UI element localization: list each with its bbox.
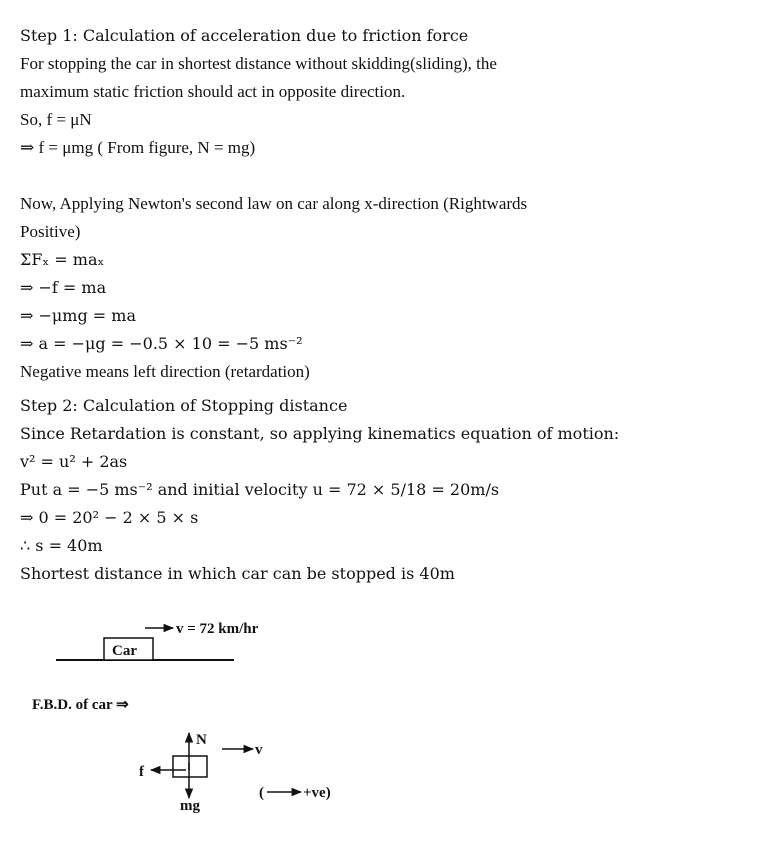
fbd-velocity-label: v xyxy=(255,742,263,758)
step1-paragraph-line1: For stopping the car in shortest distance without skidding(sliding), the xyxy=(20,54,497,73)
newton-law-line2: Positive) xyxy=(20,222,81,241)
stopping-distance-result: ∴ s = 40m xyxy=(20,536,103,555)
force-equation-2: ⇒ −μmg = ma xyxy=(20,306,136,325)
conclusion: Shortest distance in which car can be stopped is 40m xyxy=(20,564,455,583)
fbd-title: F.B.D. of car ⇒ xyxy=(32,697,129,713)
retardation-note: Negative means left direction (retardation) xyxy=(20,362,310,381)
friction-mg-equation: ⇒ f = μmg ( From figure, N = mg) xyxy=(20,138,256,157)
acceleration-equation: ⇒ a = −μg = −0.5 × 10 = −5 ms⁻² xyxy=(20,334,303,353)
step1-paragraph-line2: maximum static friction should act in opposite direction. xyxy=(20,82,406,101)
velocity-label: v = 72 km/hr xyxy=(176,621,259,637)
positive-open-paren: ( xyxy=(259,785,264,801)
fbd-car-box xyxy=(173,756,207,777)
newton-law-line1: Now, Applying Newton's second law on car along x-direction (Rightwards xyxy=(20,194,528,213)
positive-direction-label: +ve) xyxy=(303,785,331,801)
kinematics-equation: v² = u² + 2as xyxy=(20,452,128,471)
friction-label: f xyxy=(139,764,144,780)
step2-paragraph: Since Retardation is constant, so applying kinematics equation of motion: xyxy=(20,424,620,443)
substitution-line: Put a = −5 ms⁻² and initial velocity u = 72 × 5/18 = 20m/s xyxy=(20,480,500,499)
substituted-equation: ⇒ 0 = 20² − 2 × 5 × s xyxy=(20,508,199,527)
weight-label: mg xyxy=(180,798,200,814)
force-equation-1: ⇒ −f = ma xyxy=(20,278,107,297)
step1-heading: Step 1: Calculation of acceleration due to friction force xyxy=(20,26,469,45)
car-label: Car xyxy=(112,643,137,659)
net-force-equation: ΣFₓ = maₓ xyxy=(20,250,105,269)
normal-force-label: N xyxy=(196,732,207,748)
step2-heading: Step 2: Calculation of Stopping distance xyxy=(20,396,348,415)
friction-equation: So, f = μN xyxy=(20,110,92,129)
